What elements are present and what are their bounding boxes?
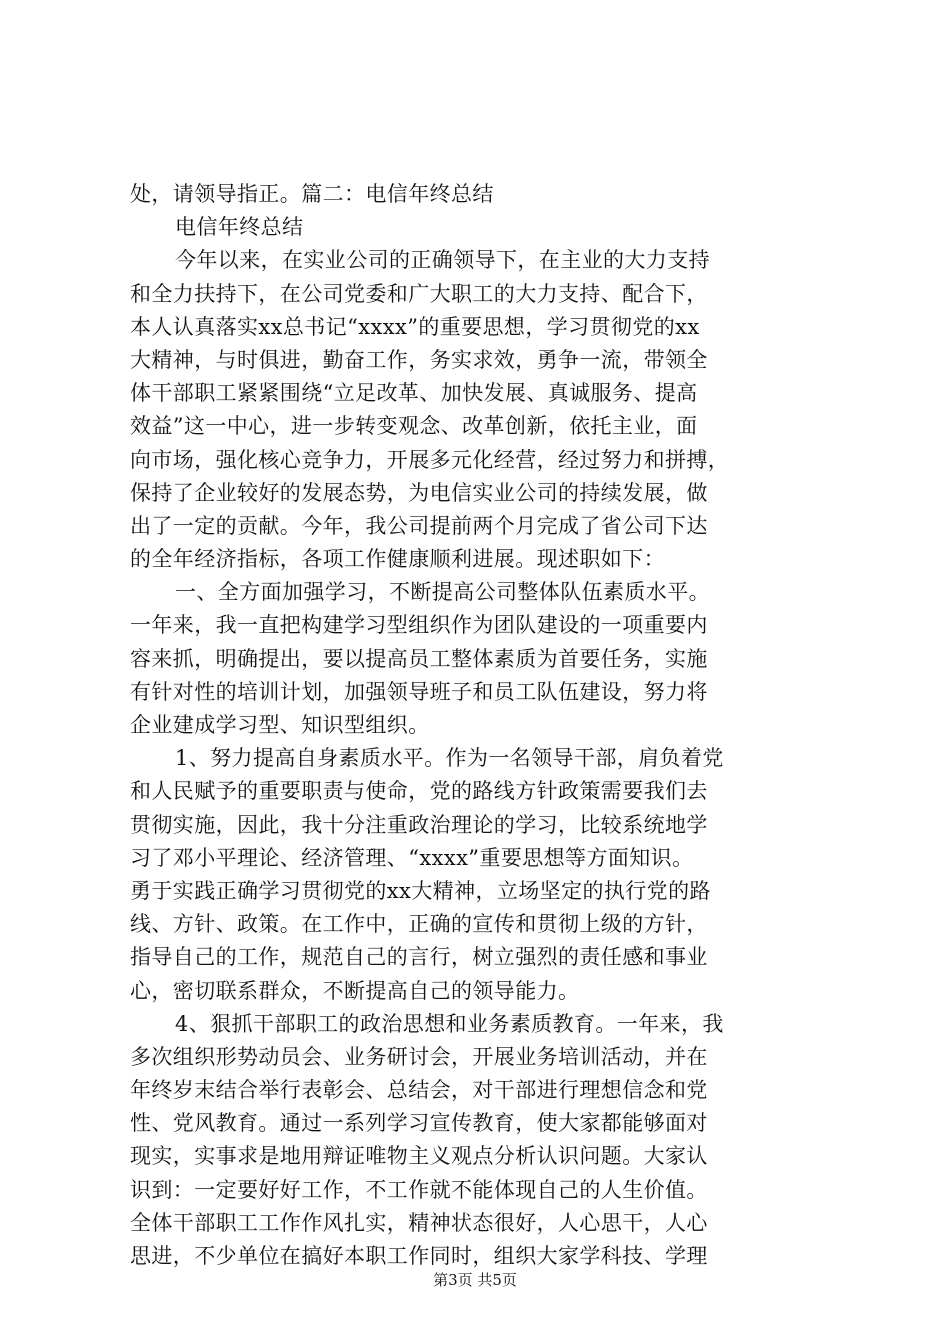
text-line: 出了一定的贡献。今年，我公司提前两个月完成了省公司下达	[130, 513, 708, 538]
text-line: 保持了企业较好的发展态势，为电信实业公司的持续发展，做	[130, 480, 708, 505]
text-line: 大精神，与时俱进，勤奋工作，务实求效，勇争一流，带领全	[130, 347, 708, 372]
text-line: 贯彻实施，因此，我十分注重政治理论的学习，比较系统地学	[130, 812, 708, 837]
text-line: 今年以来，在实业公司的正确领导下，在主业的大力支持	[175, 248, 710, 273]
text-line: 识到：一定要好好工作，不工作就不能体现自己的人生价值。	[130, 1177, 708, 1202]
text-line: 思进，不少单位在搞好本职工作同时，组织大家学科技、学理	[130, 1244, 708, 1268]
section-heading: 电信年终总结	[175, 215, 304, 240]
text-line: 一、全方面加强学习，不断提高公司整体队伍素质水平。	[175, 580, 710, 605]
body-text	[130, 178, 840, 1273]
text-line: 容来抓，明确提出，要以提高员工整体素质为首要任务，实施	[130, 646, 708, 671]
text-line: 4、狠抓干部职工的政治思想和业务素质教育。一年来，我	[175, 1011, 724, 1036]
text-line: 全体干部职工工作作风扎实，精神状态很好，人心思干，人心	[130, 1210, 708, 1235]
text-line: 习了邓小平理论、经济管理、“xxxx”重要思想等方面知识。	[130, 845, 694, 870]
text-line: 效益”这一中心，进一步转变观念、改革创新，依托主业，面	[130, 414, 698, 439]
text-line: 现实，实事求是地用辩证唯物主义观点分析认识问题。大家认	[130, 1144, 708, 1169]
page-footer: 第3页 共5页	[433, 1271, 517, 1289]
text-line: 年终岁末结合举行表彰会、总结会，对干部进行理想信念和党	[130, 1078, 708, 1103]
text-line: 和人民赋予的重要职责与使命，党的路线方针政策需要我们去	[130, 779, 708, 804]
text-line: 勇于实践正确学习贯彻党的xx大精神，立场坚定的执行党的路	[130, 878, 711, 903]
text-line: 企业建成学习型、知识型组织。	[130, 713, 430, 737]
text-line: 有针对性的培训计划，加强领导班子和员工队伍建设，努力将	[130, 679, 708, 704]
text-line: 线、方针、政策。在工作中，正确的宣传和贯彻上级的方针，	[130, 912, 708, 937]
text-line: 处，请领导指正。篇二：电信年终总结	[130, 182, 494, 206]
text-line: 多次组织形势动员会、业务研讨会，开展业务培训活动，并在	[130, 1044, 708, 1069]
text-line: 的全年经济指标，各项工作健康顺利进展。现述职如下：	[130, 547, 665, 572]
text-line: 性、党风教育。通过一系列学习宣传教育，使大家都能够面对	[130, 1111, 708, 1136]
text-line: 和全力扶持下，在公司党委和广大职工的大力支持、配合下，	[130, 281, 708, 306]
text-line: 心，密切联系群众，不断提高自己的领导能力。	[130, 978, 580, 1003]
text-line: 一年来，我一直把构建学习型组织作为团队建设的一项重要内	[130, 613, 708, 638]
text-line: 指导自己的工作，规范自己的言行，树立强烈的责任感和事业	[130, 945, 708, 970]
text-line: 体干部职工紧紧围绕“立足改革、加快发展、真诚服务、提高	[130, 381, 698, 406]
text-line: 本人认真落实xx总书记“xxxx”的重要思想，学习贯彻党的xx	[130, 314, 700, 339]
text-line: 向市场，强化核心竞争力，开展多元化经营，经过努力和拼搏，	[130, 447, 730, 472]
text-line: 1、努力提高自身素质水平。作为一名领导干部，肩负着党	[175, 746, 724, 771]
